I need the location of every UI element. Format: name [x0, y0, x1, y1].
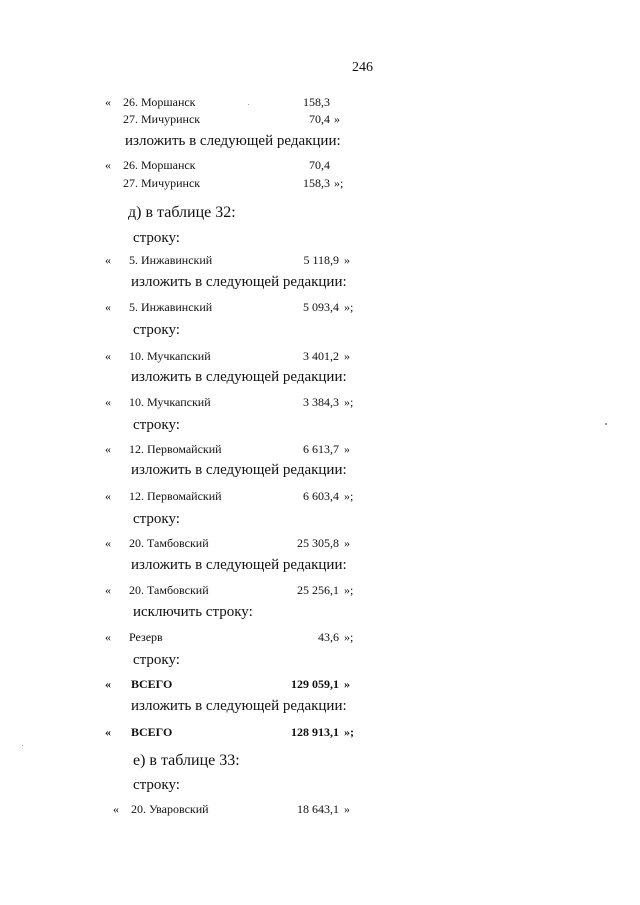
instruction-text: е) в таблице 33: — [133, 752, 240, 769]
instruction-text: строку: — [133, 417, 180, 433]
row-value: 25 256,1 — [297, 583, 339, 597]
row-value: 70,4 — [309, 158, 330, 172]
close-quote: »; — [344, 300, 354, 314]
close-quote: » — [344, 536, 350, 550]
row-value: 158,3 — [303, 176, 330, 190]
open-quote: « — [105, 489, 111, 503]
row-name: 20. Тамбовский — [129, 536, 209, 550]
open-quote: « — [105, 395, 111, 409]
row-name: 20. Тамбовский — [129, 583, 209, 597]
instruction-text: строку: — [133, 777, 180, 793]
open-quote: « — [105, 442, 111, 456]
instruction-text: изложить в следующей редакции: — [131, 369, 347, 385]
row-value: 3 384,3 — [303, 395, 339, 409]
table-row — [0, 581, 640, 599]
row-name: 12. Первомайский — [129, 489, 222, 503]
row-value: 43,6 — [318, 630, 339, 644]
row-value: 6 603,4 — [303, 489, 339, 503]
instruction-text: строку: — [133, 511, 180, 527]
table-row — [0, 298, 640, 316]
open-quote: « — [105, 349, 111, 363]
row-name: ВСЕГО — [131, 677, 173, 691]
open-quote: « — [105, 158, 111, 172]
page-number: 246 — [352, 60, 373, 75]
instruction-text: изложить в следующей редакции: — [131, 462, 347, 478]
row-name: 12. Первомайский — [129, 442, 222, 456]
close-quote: »; — [344, 489, 354, 503]
close-quote: » — [344, 442, 350, 456]
row-name: 5. Инжавинский — [129, 300, 213, 314]
row-name: ВСЕГО — [131, 725, 173, 739]
close-quote: » — [344, 677, 350, 691]
instruction-text: исключить строку: — [133, 604, 253, 620]
instruction-text: изложить в следующей редакции: — [125, 133, 341, 149]
close-quote: » — [344, 253, 350, 267]
table-row — [0, 800, 640, 818]
row-name: 5. Инжавинский — [129, 253, 213, 267]
table-row — [0, 628, 640, 646]
row-value: 70,4 — [309, 112, 330, 126]
close-quote: »; — [344, 395, 354, 409]
row-name: 27. Мичуринск — [123, 112, 201, 126]
open-quote: « — [113, 802, 119, 816]
row-name: 26. Моршанск — [123, 95, 196, 109]
close-quote: »; — [344, 725, 354, 739]
row-name: 26. Моршанск — [123, 158, 196, 172]
instruction-text: изложить в следующей редакции: — [131, 557, 347, 573]
open-quote: « — [105, 630, 111, 644]
table-row — [0, 723, 640, 741]
open-quote: « — [105, 253, 111, 267]
row-value: 3 401,2 — [303, 349, 339, 363]
table-row — [0, 393, 640, 411]
open-quote: « — [105, 95, 111, 109]
instruction-text: строку: — [133, 322, 180, 338]
instruction-text: изложить в следующей редакции: — [131, 698, 347, 714]
table-row — [0, 110, 640, 128]
row-value: 5 093,4 — [303, 300, 339, 314]
close-quote: »; — [344, 583, 354, 597]
close-quote: » — [344, 802, 350, 816]
close-quote: » — [334, 112, 340, 126]
close-quote: » — [344, 349, 350, 363]
row-name: 27. Мичуринск — [123, 176, 201, 190]
table-row — [0, 251, 640, 269]
open-quote: « — [105, 536, 111, 550]
close-quote: »; — [334, 176, 344, 190]
row-name: Резерв — [129, 630, 163, 644]
row-value: 129 059,1 — [291, 677, 339, 691]
table-row — [0, 174, 640, 192]
table-row — [0, 440, 640, 458]
open-quote: « — [105, 677, 111, 691]
row-value: 6 613,7 — [303, 442, 339, 456]
table-row — [0, 347, 640, 365]
row-name: 10. Мучкапский — [129, 395, 211, 409]
scan-speck — [605, 423, 607, 425]
instruction-text: изложить в следующей редакции: — [131, 274, 347, 290]
instruction-text: д) в таблице 32: — [128, 204, 236, 221]
table-row — [0, 156, 640, 174]
row-name: 10. Мучкапский — [129, 349, 211, 363]
open-quote: « — [105, 583, 111, 597]
row-value: 18 643,1 — [297, 802, 339, 816]
row-value: 25 305,8 — [297, 536, 339, 550]
table-row — [0, 534, 640, 552]
instruction-text: строку: — [133, 230, 180, 246]
table-row — [0, 487, 640, 505]
scan-speck — [248, 104, 249, 105]
open-quote: « — [105, 725, 111, 739]
table-row — [0, 675, 640, 693]
row-name: 20. Уваровский — [131, 802, 209, 816]
scan-speck — [22, 745, 23, 746]
open-quote: « — [105, 300, 111, 314]
instruction-text: строку: — [133, 652, 180, 668]
close-quote: »; — [344, 630, 354, 644]
row-value: 128 913,1 — [291, 725, 339, 739]
row-value: 158,3 — [303, 95, 330, 109]
row-value: 5 118,9 — [303, 253, 339, 267]
table-row — [0, 93, 640, 111]
